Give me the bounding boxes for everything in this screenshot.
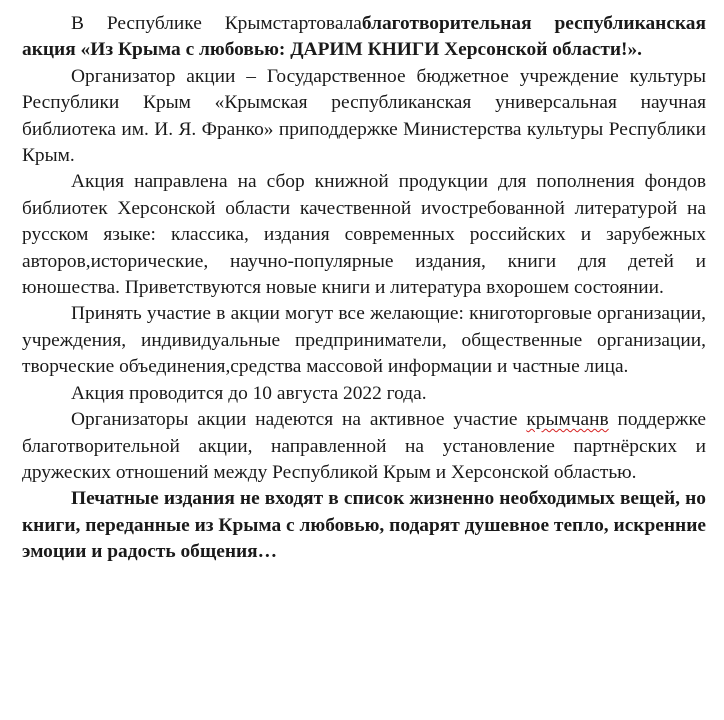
paragraph-announcement bbox=[22, 11, 706, 64]
hopes-text-end: поддержке благотворительной акции, направленной на установление партнёрских и дружеских отношений между Республикой Крым и Херсонской областью. bbox=[22, 409, 707, 483]
paragraph-deadline: Акция проводится до 10 августа 2022 года. bbox=[71, 382, 427, 404]
hopes-text-start: Организаторы акции надеются на активное участие bbox=[71, 409, 527, 431]
paragraph-purpose: Акция направлена на сбор книжной продукции для пополнения фондов библиотек Херсонской области качественной иvостребованной литературой на русском языке: классика, издания современных российских и зарубежных авторов,исторические, научно-популярные издания, книги для детей и юношества. Приветствуются новые книги и литература вхорошем состоянии. bbox=[22, 171, 706, 299]
document-body bbox=[22, 11, 706, 566]
paragraph-organizer: Организатор акции – Государственное бюджетное учреждение культуры Республики Крым «Крымская республиканская универсальная научная библиотека им. И. Я. Франко» приподдержке Министерства культуры Республики Крым. bbox=[22, 65, 706, 167]
announcement-action-title: благотворительная республиканская акция «Из Крыма с любовью: ДАРИМ КНИГИ Херсонской области!». bbox=[22, 13, 706, 61]
paragraph-closing: Печатные издания не входят в список жизненно необходимых вещей, но книги, переданные из Крыма с любовью, подарят душевное тепло, искренние эмоции и радость общения… bbox=[22, 488, 706, 563]
misspelled-word: крымчанв bbox=[526, 409, 609, 431]
paragraph-participants: Принять участие в акции могут все желающие: книготорговые организации, учреждения, индивидуальные предприниматели, общественные организации, творческие объединения,средства массовой информации и частные лица. bbox=[22, 303, 706, 378]
announcement-intro-text: В Республике Крымстартовала bbox=[71, 13, 362, 34]
paragraph-hopes bbox=[22, 407, 706, 486]
